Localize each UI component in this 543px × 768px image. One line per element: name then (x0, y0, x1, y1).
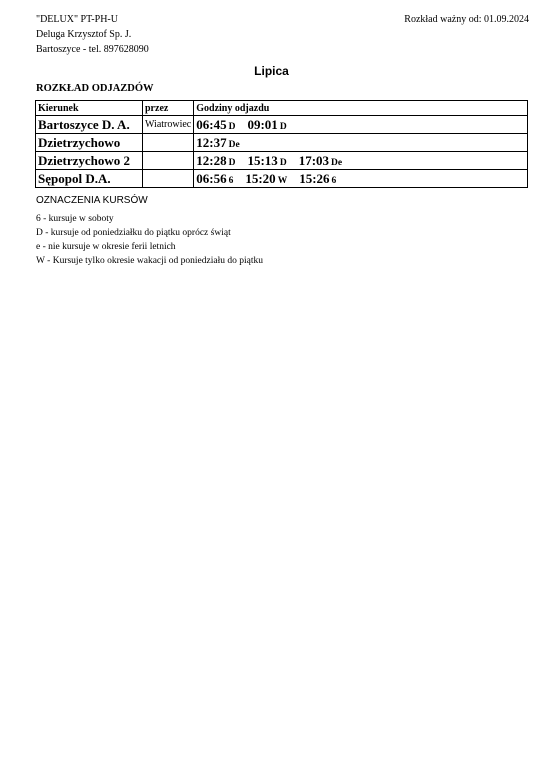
direction-cell: Dzietrzychowo (36, 134, 143, 152)
timetable-body (36, 116, 528, 188)
departure-time (299, 153, 342, 168)
company-name: "DELUX" PT-PH-U (36, 14, 118, 25)
departure-time-value: 12:28 (196, 152, 227, 168)
departure-time-value: 17:03 (298, 152, 330, 168)
departure-time-value: 09:01 (247, 116, 278, 132)
company-info (36, 13, 149, 58)
via-cell (143, 170, 194, 188)
valid-from-date: Rozkład ważny od: 01.09.2024 (404, 14, 529, 25)
course-mark: D (279, 157, 287, 168)
departure-time-value: 15:20 (245, 170, 276, 186)
departure-time (247, 117, 286, 132)
direction-cell: Dzietrzychowo 2 (36, 152, 143, 170)
table-row (36, 152, 528, 170)
course-mark: D (228, 157, 236, 168)
via-cell: Wiatrowiec (143, 116, 194, 134)
course-mark: D (228, 121, 236, 132)
direction-cell: Bartoszyce D. A. (36, 116, 143, 134)
table-row (36, 170, 528, 188)
direction-cell: Sępopol D.A. (36, 170, 143, 188)
departure-time (299, 171, 336, 186)
schedule-title: ROZKŁAD ODJAZDÓW (36, 83, 154, 94)
legend-item: D - kursuje od poniedziałku do piątku oprócz świąt (36, 228, 231, 238)
departure-time (196, 171, 233, 186)
departure-time-value: 15:26 (299, 170, 330, 186)
legend-title: OZNACZENIA KURSÓW (36, 195, 148, 206)
header-direction: Kierunek (36, 101, 143, 116)
departure-time-value: 12:37 (196, 134, 227, 150)
departure-time (247, 153, 286, 168)
departure-time (196, 153, 235, 168)
departure-time-value: 06:45 (196, 116, 227, 132)
departure-time (196, 117, 235, 132)
legend-item: e - nie kursuje w okresie ferii letnich (36, 242, 176, 252)
legend-item: W - Kursuje tylko okresie wakacji od poniedziału do piątku (36, 256, 263, 266)
departure-times-cell (194, 170, 528, 188)
header-hours: Godziny odjazdu (194, 101, 528, 116)
via-cell (143, 134, 194, 152)
stop-name: Lipica (254, 64, 289, 78)
departure-times-cell (194, 134, 528, 152)
timetable-header-row (36, 101, 528, 116)
departure-time-value: 15:13 (247, 152, 278, 168)
table-row (36, 134, 528, 152)
course-mark: 6 (228, 175, 234, 186)
course-mark: 6 (331, 175, 337, 186)
course-mark: De (331, 157, 343, 168)
departure-time (196, 135, 239, 150)
timetable (35, 100, 528, 188)
legend-item: 6 - kursuje w soboty (36, 214, 114, 224)
company-legal-name: Deluga Krzysztof Sp. J. (36, 29, 132, 40)
departure-time-value: 06:56 (196, 170, 227, 186)
course-mark: De (228, 139, 240, 150)
via-cell (143, 152, 194, 170)
course-mark: W (277, 175, 288, 186)
course-mark: D (279, 121, 287, 132)
departure-time (245, 171, 287, 186)
departure-times-cell (194, 116, 528, 134)
company-contact: Bartoszyce - tel. 897628090 (36, 44, 149, 55)
legend (36, 195, 263, 268)
departure-times-cell (194, 152, 528, 170)
table-row (36, 116, 528, 134)
header-via: przez (143, 101, 194, 116)
